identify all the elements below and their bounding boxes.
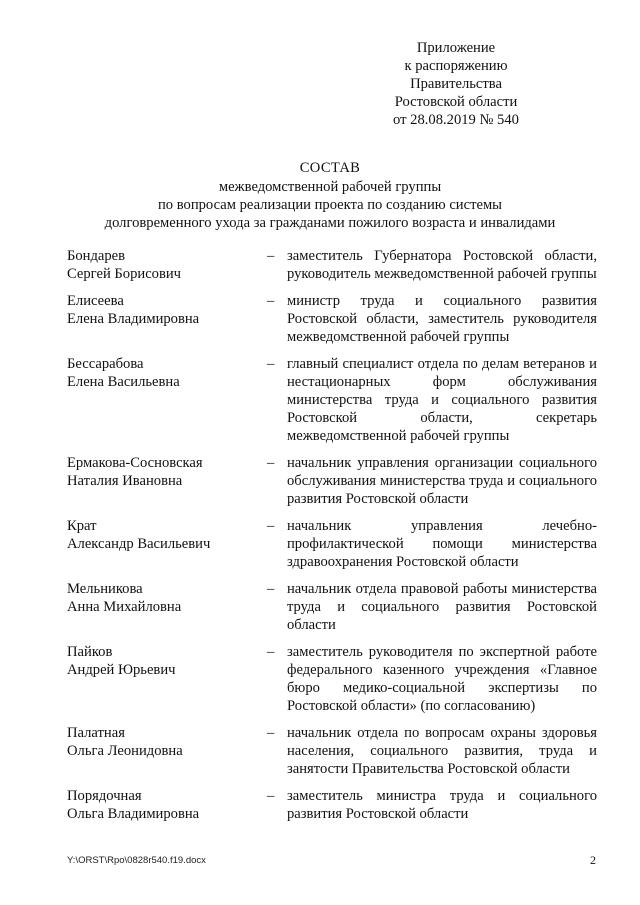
member-row [67, 724, 598, 778]
member-given-names: Андрей Юрьевич [67, 662, 176, 678]
member-row [67, 580, 598, 634]
member-dash: – [267, 293, 275, 309]
member-role: главный специалист отдела по делам ветеранов и нестационарных форм обслуживания министерства труда и социального развития Ростовской области, секретарь межведомственной рабочей группы [287, 356, 597, 444]
member-role: начальник управления лечебно-профилактической помощи министерства здравоохранения Ростовской области [287, 518, 597, 570]
member-name [67, 292, 267, 328]
member-name [67, 355, 267, 391]
member-surname: Порядочная [67, 788, 142, 804]
member-role: начальник управления организации социального обслуживания министерства труда и социального развития Ростовской области [287, 455, 597, 507]
member-role: начальник отдела правовой работы министерства труда и социального развития Ростовской области [287, 581, 597, 633]
member-surname: Крат [67, 518, 97, 534]
member-name [67, 724, 267, 760]
member-row [67, 247, 598, 283]
member-given-names: Елена Васильевна [67, 374, 180, 390]
member-role: заместитель Губернатора Ростовской области, руководитель межведомственной рабочей группы [287, 248, 597, 282]
member-row [67, 643, 598, 715]
document-heading [60, 159, 600, 232]
member-dash: – [267, 455, 275, 471]
appendix-block [346, 39, 566, 129]
member-role: начальник отдела по вопросам охраны здоровья населения, социального развития, труда и занятости Правительства Ростовской области [287, 725, 597, 777]
member-given-names: Наталия Ивановна [67, 473, 183, 489]
appendix-line: Ростовской области [394, 94, 518, 110]
member-row [67, 787, 598, 823]
member-name [67, 580, 267, 616]
member-role: заместитель руководителя по экспертной работе федерального казенного учреждения «Главное бюро медико-социальной экспертизы по Ростовской области» (по согласованию) [287, 644, 597, 714]
member-given-names: Елена Владимировна [67, 311, 200, 327]
member-dash: – [267, 248, 275, 264]
member-row [67, 355, 598, 445]
heading-line: межведомственной рабочей группы [218, 179, 442, 195]
member-dash: – [267, 356, 275, 372]
page-number: 2 [590, 853, 596, 867]
member-row [67, 454, 598, 508]
heading-line: долговременного ухода за гражданами пожилого возраста и инвалидами [104, 215, 556, 231]
member-dash: – [267, 725, 275, 741]
member-surname: Палатная [67, 725, 125, 741]
appendix-line: от 28.08.2019 № 540 [393, 112, 519, 128]
footer-file-path: Y:\ORST\Rpo\0828r540.f19.docx [67, 855, 206, 866]
member-name [67, 454, 267, 490]
member-given-names: Сергей Борисович [67, 266, 182, 282]
heading-line: по вопросам реализации проекта по созданию системы [157, 197, 502, 213]
member-dash: – [267, 788, 275, 804]
member-surname: Бессарабова [67, 356, 144, 372]
member-surname: Бондарев [67, 248, 126, 264]
member-name [67, 517, 267, 553]
member-given-names: Ольга Владимировна [67, 806, 200, 822]
member-name [67, 643, 267, 679]
appendix-line: Приложение [416, 40, 496, 56]
appendix-line: к распоряжению [404, 58, 508, 74]
member-surname: Пайков [67, 644, 113, 660]
member-name [67, 787, 267, 823]
member-surname: Мельникова [67, 581, 143, 597]
member-role: министр труда и социального развития Ростовской области, заместитель руководителя межведомственной рабочей группы [287, 293, 597, 345]
member-surname: Елисеева [67, 293, 124, 309]
member-dash: – [267, 581, 275, 597]
appendix-line: Правительства [410, 76, 502, 92]
members-list [67, 247, 598, 832]
member-dash: – [267, 644, 275, 660]
member-row [67, 292, 598, 346]
member-surname: Ермакова-Сосновская [67, 455, 203, 471]
member-dash: – [267, 518, 275, 534]
member-given-names: Анна Михайловна [67, 599, 182, 615]
document-title: СОСТАВ [299, 160, 361, 176]
member-name [67, 247, 267, 283]
member-given-names: Александр Васильевич [67, 536, 211, 552]
member-row [67, 517, 598, 571]
member-role: заместитель министра труда и социального развития Ростовской области [287, 788, 597, 822]
member-given-names: Ольга Леонидовна [67, 743, 183, 759]
